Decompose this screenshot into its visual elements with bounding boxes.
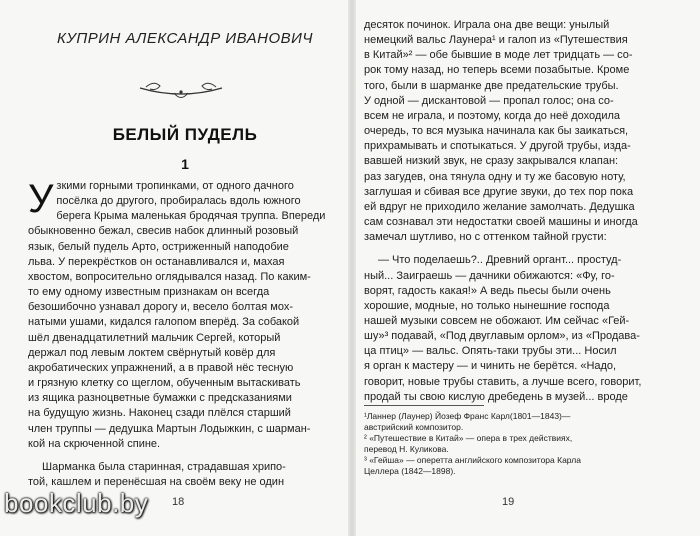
text-line: в Китай»² — обе бывшие в моде лет тридцать — со-	[364, 49, 633, 62]
footnote-line: перевод Н. Куликова.	[364, 444, 449, 454]
text-line: — Что поделаешь?.. Древний органт... простуд-	[378, 254, 622, 267]
chapter-number: 1	[181, 156, 189, 172]
text-line: очередь, то вся музыка начинала как бы заикаться,	[364, 125, 629, 138]
text-line: натыми ушами, кидался галопом вперёд. За собакой	[28, 316, 300, 329]
text-line: рок тому назад, но теперь всеми позабытые. Кроме	[364, 64, 630, 77]
text-line: зкими горными тропинками, от одного дачного	[56, 180, 294, 192]
text-line: член труппы — дедушка Мартын Лодыжкин, с шарман-	[28, 422, 311, 435]
text-line: посёлка до другого, пробиралась вдоль южного	[56, 195, 301, 208]
text-line: хвостом, вопросительно оглядывался назад. По каким-	[28, 270, 311, 283]
text-line: ей вдруг не приходило желание замолчать. Дедушка	[364, 200, 635, 213]
watermark-logo: bookclub.by	[4, 488, 149, 518]
text-line: на будущую жизнь. Наконец сзади плёлся старший	[28, 407, 291, 420]
book-gutter	[348, 0, 356, 536]
text-line: вавшей низкий звук, не сразу закрывался клапан:	[364, 155, 619, 168]
text-line: ворят, гадость какая!» А ведь пьесы были очень	[364, 284, 611, 297]
page-number: 19	[502, 496, 515, 508]
text-line: держал под левым локтем свёрнутый ковёр для	[28, 346, 276, 359]
footnotes	[364, 411, 690, 477]
text-line: шёл двенадцатилетний мальчик Сергей, который	[28, 331, 281, 344]
text-line: обыкновенно бежал, свесив набок длинный розовый	[28, 225, 299, 238]
text-line: из ящика разноцветные бумажки с предсказаниями	[28, 392, 292, 405]
footnote-line: ¹Ланнер (Лаунер) Йозеф Франс Карл(1801—1843)—	[364, 411, 571, 421]
paragraph-gap	[28, 452, 344, 460]
right-page	[356, 0, 700, 536]
text-line: нашей музыки совсем не обожают. Им сейчас «Гей-	[364, 314, 630, 327]
text-line: того, были в шарманке две предательские трубы.	[364, 79, 619, 92]
drop-cap: У	[28, 177, 54, 221]
paragraph-gap	[364, 245, 690, 253]
footnote-line: ³ «Гейша» — оперетта английского композитора Карла	[364, 455, 581, 465]
footnote-divider	[364, 405, 484, 406]
text-line: той, кашлем и перенёсшая на своём веку не один	[28, 475, 285, 488]
text-line: то ему одному известным признакам он всегда	[28, 286, 270, 299]
text-line: Шарманка была старинная, страдавшая хрипо-	[42, 460, 286, 473]
text-line: ный... Заиграешь — дачники обижаются: «Фу, го-	[364, 269, 615, 282]
text-line: хорошие, модные, но только нынешние господа	[364, 299, 610, 312]
text-line: заглушая и сбивая все другие звуки, до тех пор пока	[364, 185, 634, 198]
text-line: берега Крыма маленькая бродячая труппа. Впереди	[56, 210, 326, 223]
text-line: У одной — дискантовой — пропал голос; она со-	[364, 94, 614, 107]
footnote-line: ² «Путешествие в Китай» — опера в трех действиях,	[364, 433, 573, 443]
text-line: десяток починок. Играла она две вещи: унылый	[364, 19, 610, 31]
left-body-text	[28, 179, 344, 490]
text-line: говорит, новые трубы ставить, а лучше всего, говорит,	[364, 375, 642, 388]
text-line: ца птиц» — вальс. Опять-таки трубы эти... Носил	[364, 345, 617, 358]
author-header: КУПРИН АЛЕКСАНДР ИВАНОВИЧ	[57, 30, 313, 47]
text-line: шу»³ подавай, «Под двуглавым орлом», из «Продава-	[364, 330, 640, 343]
text-line: продай ты свою кислую дребедень в музей... вроде	[364, 390, 628, 403]
text-line: безошибочно узнавал дорогу и, весело болтая мох-	[28, 301, 294, 314]
text-line: сам сознавал эти недостатки своей машины и иногда	[364, 216, 638, 229]
text-line: немецкий вальс Лаунера¹ и галоп из «Путешествия	[364, 34, 628, 47]
footnote-line: австрийский композитор.	[364, 422, 464, 432]
text-line: раз загудев, она тянула одну и ту же басовую ноту,	[364, 170, 626, 183]
footnote-line: Целлера (1842—1898).	[364, 466, 456, 476]
text-line: и грязную клетку со щеглом, обученным вытаскивать	[28, 377, 301, 390]
text-line: льва. У перекрёстков он останавливался и, махая	[28, 255, 285, 268]
text-line: я орган к мастеру — и чинить не берётся. «Надо,	[364, 360, 617, 373]
left-page	[0, 0, 348, 536]
text-line: язык, белый пудель Арто, остриженный наподобие	[28, 240, 289, 253]
right-body-text	[364, 18, 690, 405]
page-number: 18	[172, 496, 185, 508]
text-line: прихрамывать и спотыкаться. У другой трубы, изда-	[364, 140, 631, 153]
text-line: всем не играла, и поэтому, когда до неё доходила	[364, 109, 621, 122]
text-line: акробатических упражнений, а в правой нёс тесную	[28, 361, 294, 374]
ornament-divider-icon	[136, 78, 226, 104]
text-line: кой на скрюченной спине.	[28, 437, 161, 450]
text-line: замечал шутливо, но с оттенком тайной грусти:	[364, 231, 607, 244]
chapter-title: БЕЛЫЙ ПУДЕЛЬ	[112, 125, 258, 144]
